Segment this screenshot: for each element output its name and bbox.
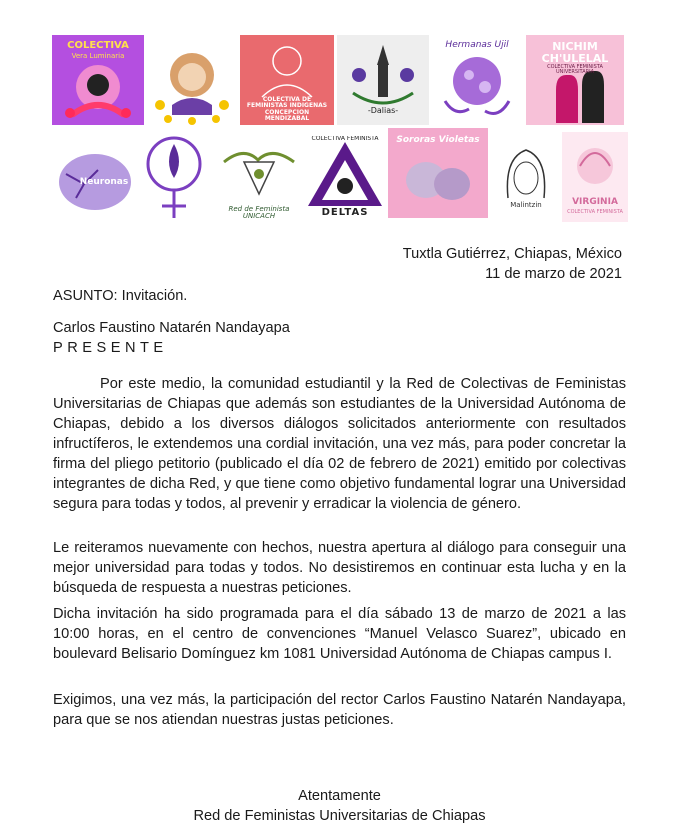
letter-place: Tuxtla Gutiérrez, Chiapas, México xyxy=(402,246,622,262)
letter-paragraph-3: Dicha invitación ha sido programada para el día sábado 13 de marzo de 2021 a las 10:00 horas, en el centro de convenciones “Manuel Velasco Suarez”, ubicado en boulevard Belisario Domínguez km 1081 Universidad Autónoma de Chiapas campus I. xyxy=(53,606,626,662)
indigenous-feminists-logo xyxy=(240,35,334,125)
letter-closing: Atentamente xyxy=(298,788,381,804)
deltas-logo-subtext: COLECTIVA FEMINISTA xyxy=(311,136,379,142)
venus-symbol-logo xyxy=(140,132,208,222)
hermanas-logo xyxy=(433,35,521,125)
virginia-logo-text: VIRGINIA xyxy=(572,197,618,207)
hermanas-logo-text: Hermanas Ujil xyxy=(445,40,509,50)
malintzin-logo xyxy=(494,138,558,220)
letter-paragraph-1: Por este medio, la comunidad estudiantil y la Red de Colectivas de Feministas Universitarias de Chiapas que además son estudiantes de la Universidad Autónoma de Chiapas, debido a los diversos diálogos solicitados anteriormente con resultados infructíferos, le extendemos una cordial invitación, una vez más, para poder concretar la firma del pliego petitorio (publicado el día 02 de febrero de 2021) emitido por colectivas integrantes de dicha Red, y que tiene como objetivo fundamental lograr una Universidad segura para todas y todos, al prevenir y erradicar la violencia de género. xyxy=(53,376,626,512)
letter-presente: PRESENTE xyxy=(53,340,168,356)
colectiva-logo xyxy=(52,35,144,125)
red-feminista-unicach-logo-text: Red de Feminista UNICACH xyxy=(228,205,290,221)
neuronas-logo-text: Neuronas xyxy=(79,177,129,187)
letter-recipient: Carlos Faustino Natarén Nandayapa xyxy=(53,320,290,336)
indigenous-feminists-logo-text: COLECTIVA DE FEMINISTAS INDIGENAS CONCEPCION MENDIZABAL xyxy=(246,96,328,122)
portrait-flowers-logo xyxy=(148,35,236,125)
letter-signature: Red de Feministas Universitarias de Chiapas xyxy=(193,808,486,824)
dalias-logo xyxy=(337,35,429,125)
letter-paragraph-2: Le reiteramos nuevamente con hechos, nuestra apertura al diálogo para conseguir una mejor universidad para todas y todos. No desistiremos en continuar esta lucha y en la búsqueda de respuesta a nuestras peticiones. xyxy=(53,540,626,596)
deltas-logo xyxy=(302,136,388,224)
nichim-chulelal-logo-subtext: COLECTIVA FEMINISTA UNIVERSITARIA xyxy=(547,64,603,76)
malintzin-logo-text: Malintzin xyxy=(510,201,542,209)
sororas-violetas-logo xyxy=(388,128,488,218)
neuronas-logo xyxy=(54,140,136,218)
letter-date: 11 de marzo de 2021 xyxy=(485,266,622,282)
virginia-logo-subtext: COLECTIVA FEMINISTA xyxy=(567,209,623,215)
nichim-chulelal-logo xyxy=(526,35,624,125)
deltas-logo-text: DELTAS xyxy=(321,207,369,218)
nichim-chulelal-logo-text: NICHIM CH'ULELAL xyxy=(541,40,609,65)
logos-strip xyxy=(0,0,679,230)
dalias-logo-text: -Dalias- xyxy=(367,106,399,115)
red-feminista-unicach-logo xyxy=(214,132,304,222)
letter-subject: ASUNTO: Invitación. xyxy=(53,288,188,304)
sororas-violetas-logo-text: Sororas Violetas xyxy=(396,135,480,145)
colectiva-logo-text: COLECTIVA xyxy=(67,40,129,51)
virginia-logo xyxy=(562,132,628,222)
colectiva-logo-subtext: Vera Luminaria xyxy=(71,52,125,60)
letter-paragraph-4: Exigimos, una vez más, la participación del rector Carlos Faustino Natarén Nandayapa, para que se nos atiendan nuestras justas peticiones. xyxy=(53,692,626,728)
